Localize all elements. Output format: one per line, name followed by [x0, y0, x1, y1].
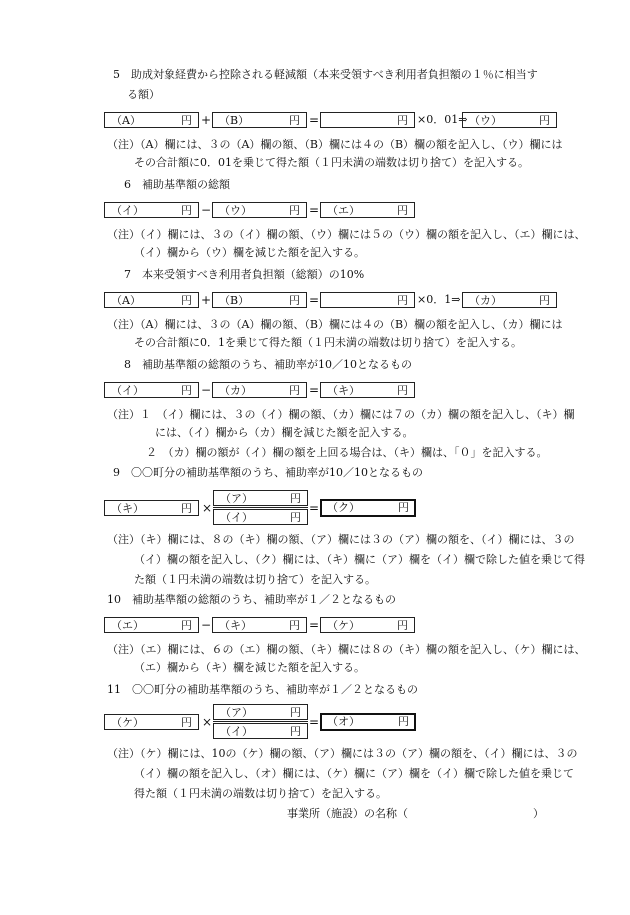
field-ka[interactable]: （カ） 円 [212, 382, 307, 398]
field-ki[interactable]: （キ） 円 [212, 617, 307, 633]
section7-title: 7 本来受領すべき利用者負担額（総額）の10% [124, 268, 365, 281]
field-u[interactable]: （ウ） 円 [462, 112, 557, 128]
multiplier-text: ×0．01⇒ [417, 113, 468, 126]
field-ku[interactable]: （ク） 円 [320, 499, 416, 517]
fraction-bar [213, 507, 308, 508]
section10-title: 10 補助基準額の総額のうち、補助率が１／２となるもの [107, 593, 396, 606]
field-ke[interactable]: （ケ） 円 [320, 617, 415, 633]
section8-note1-line2: には、（イ）欄から（カ）欄を減じた額を記入する。 [155, 426, 414, 439]
section11-note-line2: （イ）欄の額を記入し、（オ）欄には、（ケ）欄に（ア）欄を（イ）欄で除した値を乗じて [134, 767, 574, 780]
fraction-bar [213, 721, 308, 722]
field-a[interactable]: （A） 円 [104, 112, 199, 128]
equals-sign: = [309, 715, 320, 729]
section8-note2: ２ （カ）欄の額が（イ）欄の額を上回る場合は、（キ）欄は、「０」を記入する。 [146, 446, 548, 459]
equals-sign: = [309, 618, 320, 632]
section11-title: 11 〇〇町分の補助基準額のうち、補助率が１／２となるもの [107, 683, 418, 696]
section6-note-line2: （イ）欄から（ウ）欄を減じた額を記入する。 [134, 246, 365, 259]
minus-sign: − [201, 618, 212, 632]
field-ki[interactable]: （キ） 円 [104, 500, 199, 516]
section9-note-line2: （イ）欄の額を記入し、（ク）欄には、（キ）欄に（ア）欄を（イ）欄で除した値を乗じて得 [134, 553, 585, 566]
section11-note-line1: （注）（ケ）欄には、10の（ケ）欄の額、（ア）欄には３の（ア）欄の額を、（イ）欄には、３の [107, 747, 578, 760]
section9-title: 9 〇〇町分の補助基準額のうち、補助率が10／10となるもの [113, 466, 423, 479]
field-ki[interactable]: （キ） 円 [320, 382, 415, 398]
field-o[interactable]: （オ） 円 [320, 713, 416, 731]
field-sum[interactable]: 円 [320, 292, 415, 308]
section10-note-line2: （エ）欄から（キ）欄を減じた額を記入する。 [134, 661, 365, 674]
field-sum[interactable]: 円 [320, 112, 415, 128]
field-a-numerator[interactable]: （ア） 円 [213, 704, 308, 720]
equals-sign: = [309, 501, 320, 515]
plus-sign: + [201, 113, 212, 127]
facility-name-close: ） [533, 807, 544, 820]
equals-sign: = [309, 383, 320, 397]
minus-sign: − [201, 383, 212, 397]
field-b[interactable]: （B） 円 [212, 292, 307, 308]
field-a[interactable]: （A） 円 [104, 292, 199, 308]
multiplier-text: ×0．1⇒ [417, 293, 461, 306]
facility-name-label: 事業所（施設）の名称（ [287, 807, 408, 820]
section5-title-cont: る額） [127, 88, 160, 101]
section9-note-line1: （注）（キ）欄には、８の（キ）欄の額、（ア）欄には３の（ア）欄の額を、（イ）欄には、３の [107, 533, 575, 546]
field-i-denominator[interactable]: （イ） 円 [213, 723, 308, 739]
section7-note-line1: （注）（A）欄には、３の（A）欄の額、（B）欄には４の（B）欄の額を記入し、（カ）欄には [107, 318, 563, 331]
section6-title: 6 補助基準額の総額 [124, 178, 230, 191]
field-e[interactable]: （エ） 円 [320, 202, 415, 218]
section7-note-line2: その合計額に0．1を乗じて得た額（１円未満の端数は切り捨て）を記入する。 [134, 336, 522, 349]
field-i-denominator[interactable]: （イ） 円 [213, 509, 308, 525]
section8-note1-line1: （注）１ （イ）欄には、３の（イ）欄の額、（カ）欄には７の（カ）欄の額を記入し、（キ）欄 [107, 408, 575, 421]
multiply-sign: × [202, 501, 213, 515]
equals-sign: = [309, 293, 320, 307]
multiply-sign: × [202, 715, 213, 729]
field-i[interactable]: （イ） 円 [104, 202, 199, 218]
section5-note-line2: その合計額に0．01を乗じて得た額（１円未満の端数は切り捨て）を記入する。 [134, 156, 529, 169]
field-e[interactable]: （エ） 円 [104, 617, 199, 633]
equals-sign: = [309, 203, 320, 217]
field-b[interactable]: （B） 円 [212, 112, 307, 128]
section6-note-line1: （注）（イ）欄には、３の（イ）欄の額、（ウ）欄には５の（ウ）欄の額を記入し、（エ）欄には、 [107, 228, 586, 241]
section11-note-line3: 得た額（１円未満の端数は切り捨て）を記入する。 [134, 787, 387, 800]
field-ke[interactable]: （ケ） 円 [104, 714, 199, 730]
section10-note-line1: （注）（エ）欄には、６の（エ）欄の額、（キ）欄には８の（キ）欄の額を記入し、（ケ）欄には、 [107, 643, 586, 656]
field-a-numerator[interactable]: （ア） 円 [213, 490, 308, 506]
section8-title: 8 補助基準額の総額のうち、補助率が10／10となるもの [124, 358, 412, 371]
section9-note-line3: た額（１円未満の端数は切り捨て）を記入する。 [134, 573, 376, 586]
facility-name-field[interactable] [412, 805, 532, 823]
field-i[interactable]: （イ） 円 [104, 382, 199, 398]
field-u[interactable]: （ウ） 円 [212, 202, 307, 218]
minus-sign: − [201, 203, 212, 217]
equals-sign: = [309, 113, 320, 127]
plus-sign: + [201, 293, 212, 307]
section5-note-line1: （注）（A）欄には、３の（A）欄の額、（B）欄には４の（B）欄の額を記入し、（ウ）欄には [107, 138, 563, 151]
section5-title: 5 助成対象経費から控除される軽減額（本来受領すべき利用者負担額の１％に相当す [113, 68, 538, 81]
field-ka[interactable]: （カ） 円 [462, 292, 557, 308]
